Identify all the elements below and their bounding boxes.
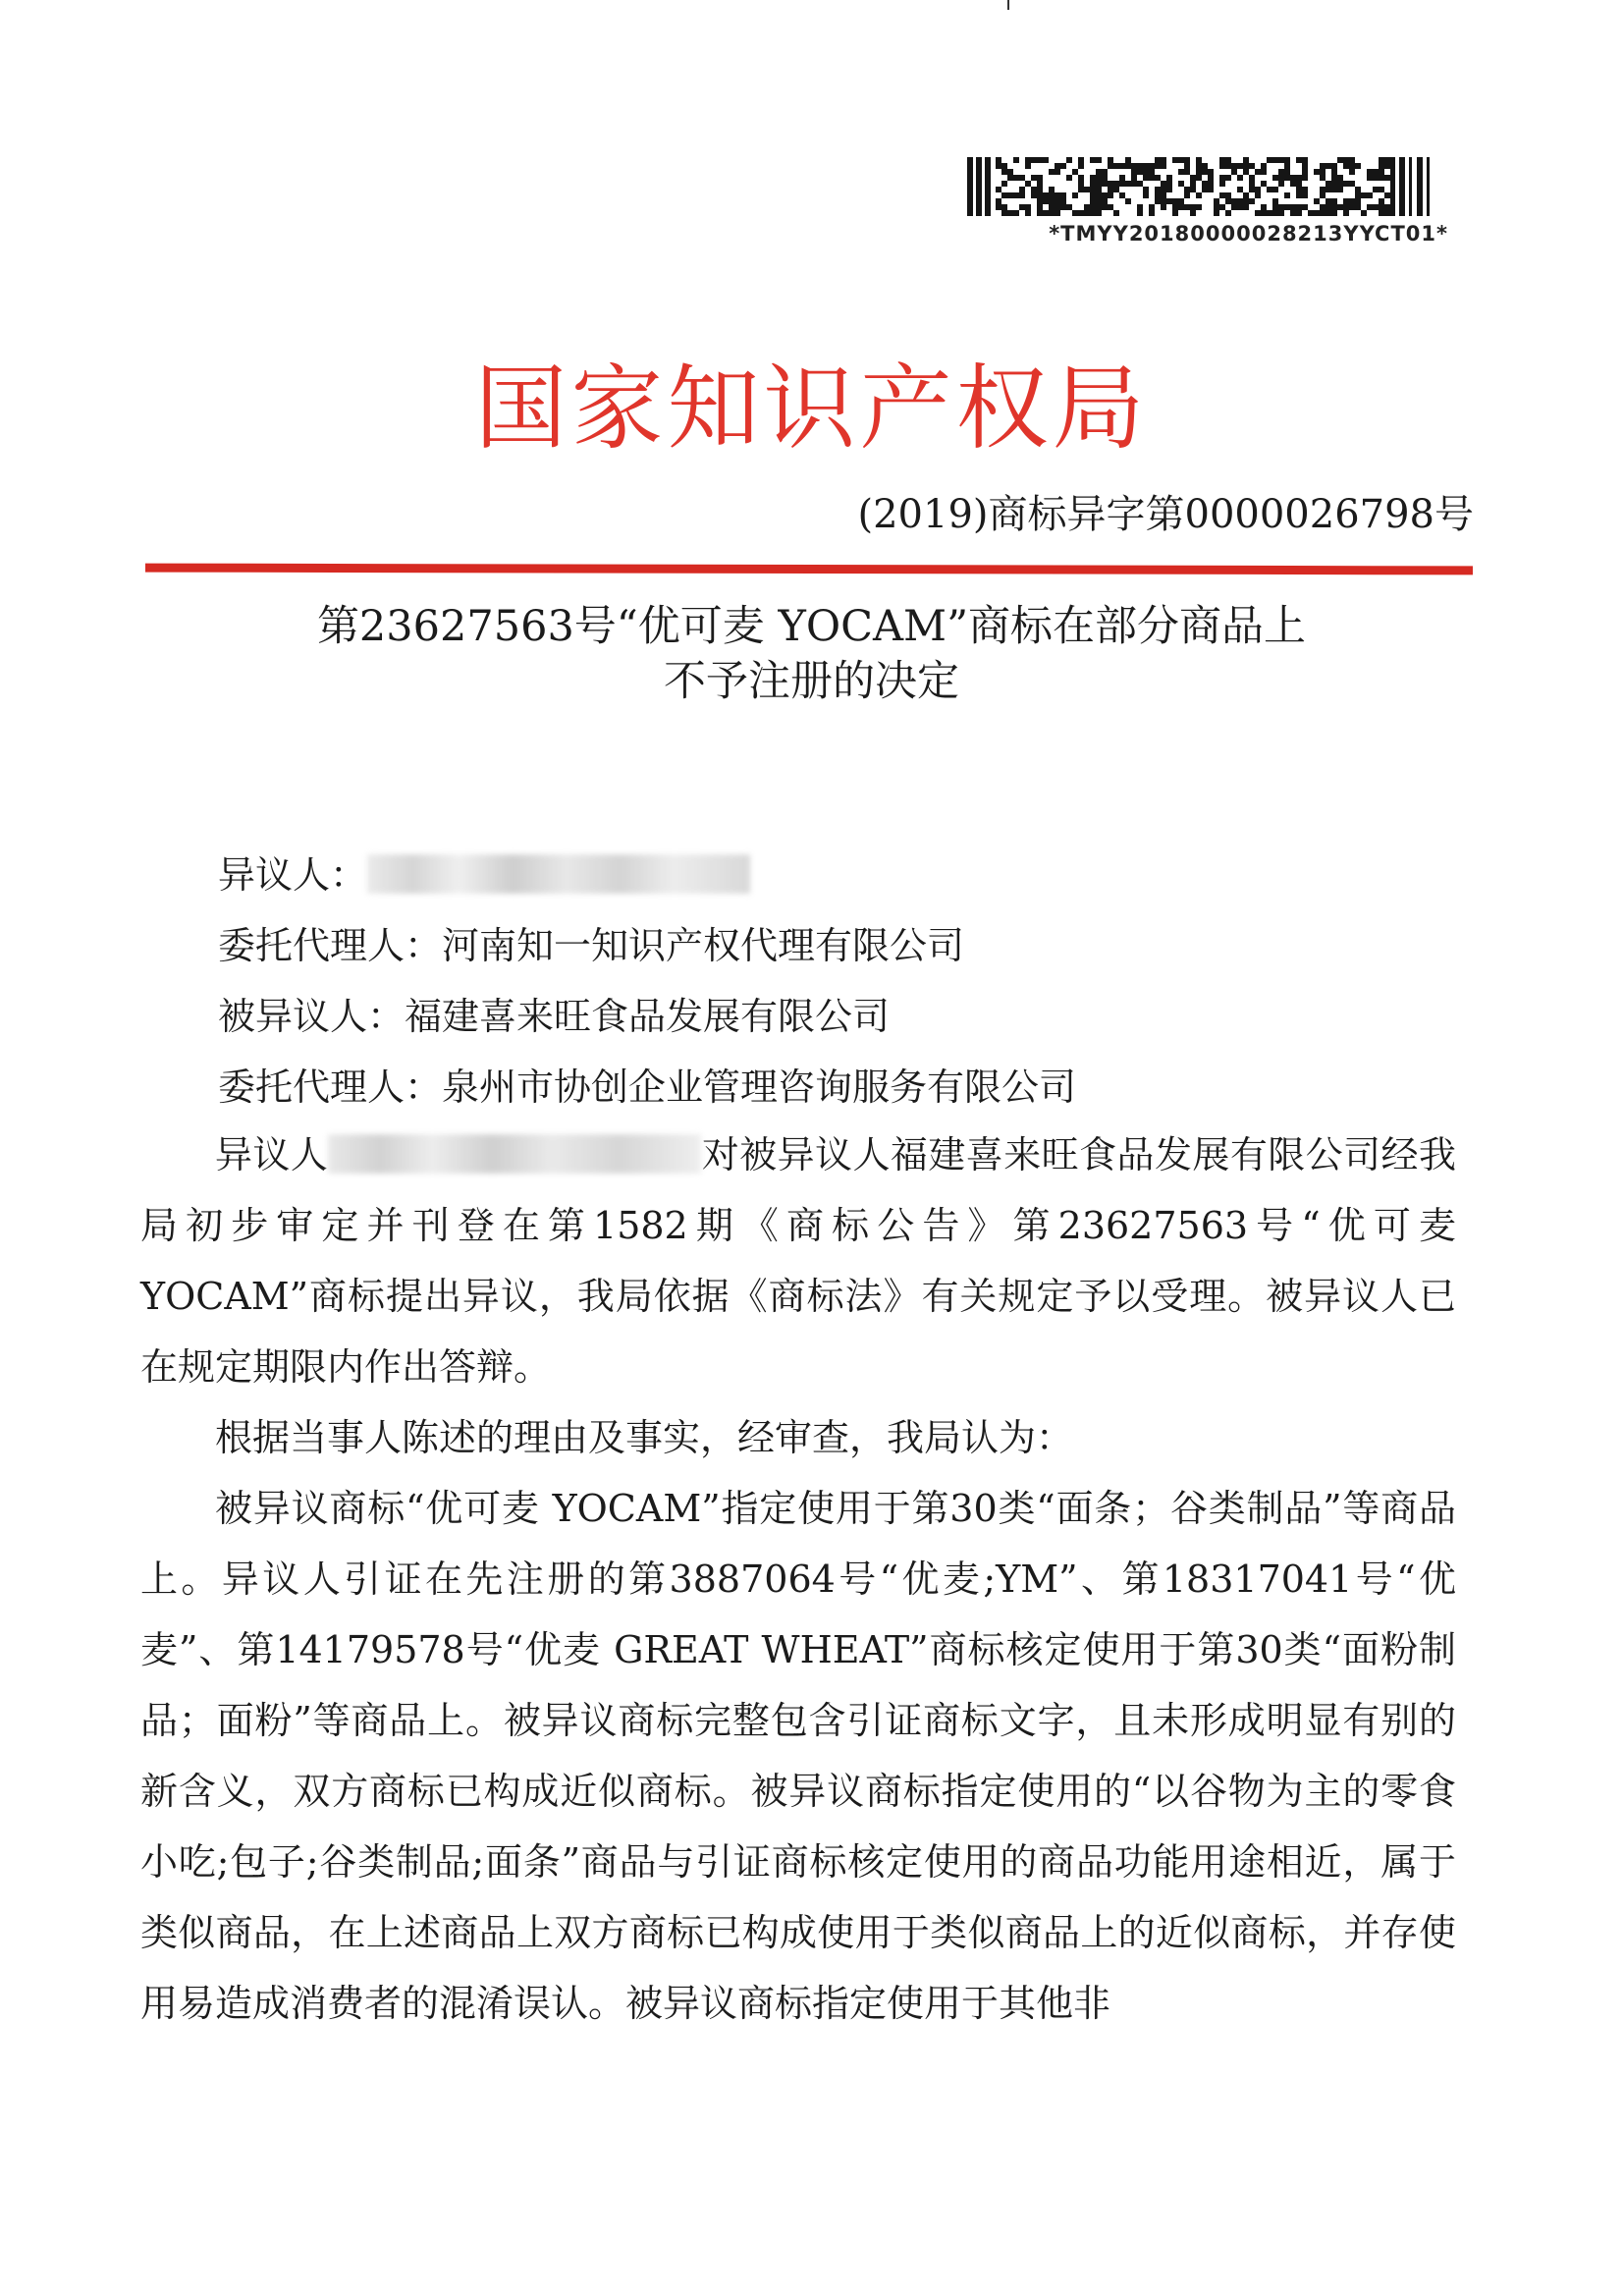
paragraph-review: 根据当事人陈述的理由及事实，经审查，我局认为：: [215, 1416, 1074, 1459]
red-divider: [145, 564, 1473, 575]
barcode-number: *TMYY20180000028213YYCT01*: [1049, 222, 1448, 246]
respondent-value: 福建喜来旺食品发展有限公司: [405, 995, 891, 1038]
paragraph-opposition-rest: 对被异议人福建喜来旺食品发展有限公司经我局初步审定并刊登在第1582期《商标公告》第23627563号“优可麦 YOCAM”商标提出异议，我局依据《商标法》有关规定予以受理。被异议人已在规定期限内作出答辩。: [140, 1133, 1456, 1389]
paragraph-opposition: [140, 1120, 1456, 1402]
document-barcode: [967, 157, 1448, 246]
opponent-agent-value: 河南知一知识产权代理有限公司: [442, 924, 965, 967]
opponent-agent-label: 委托代理人：: [218, 924, 443, 967]
respondent-line: [218, 981, 1076, 1052]
party-list: [218, 840, 1076, 1122]
opponent-line: [218, 840, 1076, 910]
respondent-agent-line: [218, 1052, 1076, 1122]
decision-title-line-1: 第23627563号“优可麦 YOCAM”商标在部分商品上: [316, 602, 1307, 651]
opponent-label: 异议人：: [218, 853, 368, 897]
respondent-agent-label: 委托代理人：: [218, 1066, 443, 1109]
decision-title-line-2: 不予注册的决定: [664, 657, 959, 706]
paragraph-opposition-start: 异议人: [215, 1133, 329, 1176]
paragraph-analysis: 被异议商标“优可麦 YOCAM”指定使用于第30类“面条；谷类制品”等商品上。异议人引证在先注册的第3887064号“优麦;YM”、第18317041号“优麦”、第14179578号“优麦 GREAT WHEAT”商标核定使用于第30类“面粉制品；面粉”等商品上。被异议商标完整包含引证商标文字，且未形成明显有别的新含义，双方商标已构成近似商标。被异议商标指定使用的“以谷物为主的零食小吃;包子;谷类制品;面条”商品与引证商标核定使用的商品功能用途相近，属于类似商品，在上述商品上双方商标已构成使用于类似商品上的近似商标，并存使用易造成消费者的混淆误认。被异议商标指定使用于其他非: [140, 1487, 1456, 2025]
barcode-graphic: [967, 157, 1448, 218]
decision-body: [140, 1120, 1456, 2039]
agency-name: 国家知识产权局: [474, 355, 1149, 463]
respondent-agent-value: 泉州市协创企业管理咨询服务有限公司: [442, 1066, 1077, 1109]
document-number: (2019)商标异字第0000026798号: [857, 492, 1474, 537]
opponent-agent-line: [218, 910, 1076, 981]
redacted-opponent-name-inline: [328, 1134, 701, 1174]
redacted-opponent-name: [367, 854, 750, 894]
respondent-label: 被异议人：: [218, 995, 406, 1038]
scan-edge-mark: [1007, 0, 1009, 10]
decision-title: [0, 599, 1623, 709]
